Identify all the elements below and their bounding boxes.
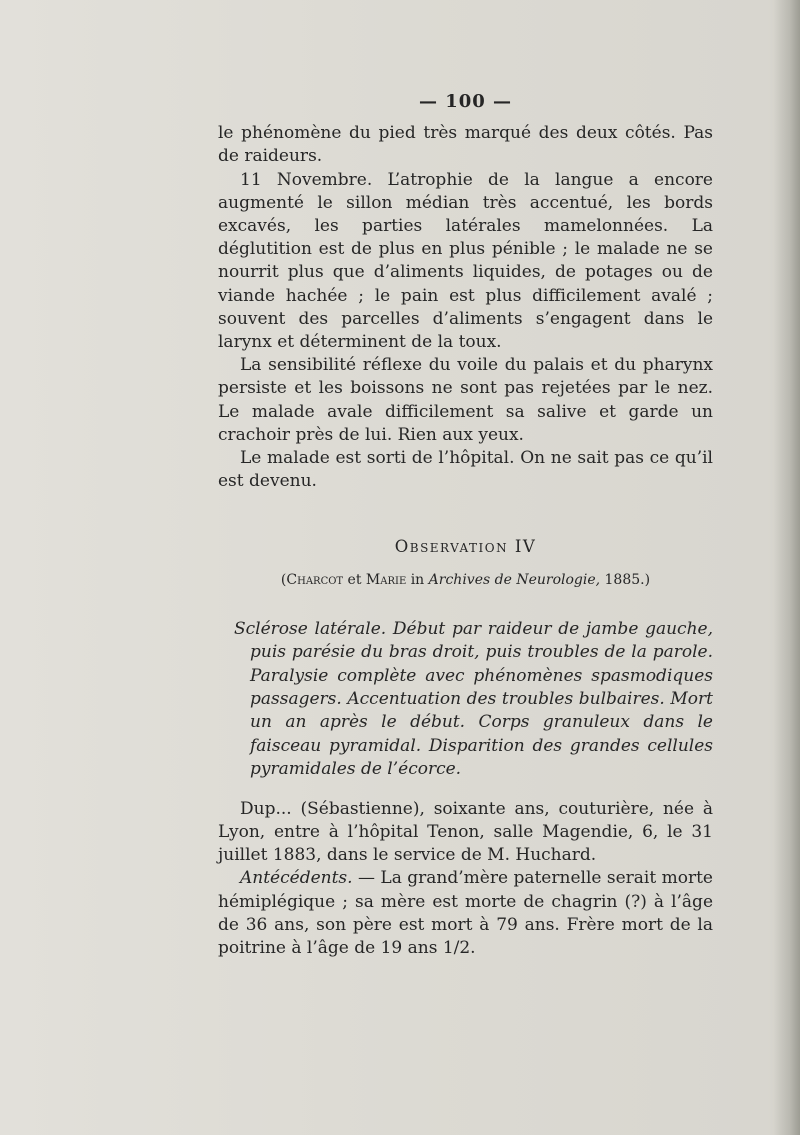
- source-year: 1885.): [600, 571, 651, 588]
- paragraph-patient-intro: Dup... (Sébastienne), soixante ans, couturière, née à Lyon, entre à l’hôpital Tenon, salle Magendie, 6, le 31 juillet 1883, dans le service de M. Huchard.: [218, 798, 713, 866]
- source-journal: Archives de Neurologie,: [428, 571, 601, 588]
- page-number: — 100 —: [418, 91, 513, 112]
- source-author-1: Charcot: [286, 571, 344, 588]
- paragraph-continuation: le phénomène du pied très marqué des deux côtés. Pas de raideurs.: [218, 123, 713, 167]
- paragraph-sensibilite: La sensibilité réflexe du voile du palais et du pharynx persiste et les boissons ne sont pas rejetées par le nez. Le malade avale difficilement sa salive et garde un crachoir près de lui. Rien aux yeux.: [218, 355, 713, 445]
- source-open: (: [280, 571, 287, 588]
- source-connector: et: [343, 571, 366, 588]
- antecedents-label: Antécédents.: [240, 868, 353, 889]
- paragraph-antecedents: [218, 867, 713, 960]
- paragraph-sorti: Le malade est sorti de l’hôpital. On ne sait pas ce qu’il est devenu.: [218, 448, 713, 492]
- antecedents-text: — La grand’mère paternelle serait morte hémiplégique ; sa mère est morte de chagrin (?) à l’âge de 36 ans, son père est mort à 79 ans. Frère mort de la poitrine à l’âge de 19 ans 1/2.: [218, 868, 713, 958]
- observation-title: Observation IV: [394, 537, 537, 557]
- source-in: in: [406, 571, 429, 588]
- page-content: [218, 90, 713, 960]
- observation-summary: Sclérose latérale. Début par raideur de jambe gauche, puis parésie du bras droit, puis troubles de la parole. Paralysie complète avec phénomènes spasmodiques passagers. Accentuation des troubles bulbaires. Mort un an après le début. Corps granuleux dans le faisceau pyramidal. Disparition des grandes cellules pyramidales de l’écorce.: [234, 618, 713, 780]
- page-edge-shadow: [774, 0, 800, 1135]
- paragraph-11-novembre: 11 Novembre. L’atrophie de la langue a encore augmenté le sillon médian très accentué, les bords excavés, les parties latérales mamelonnées. La déglutition est de plus en plus pénible ; le malade ne se nourrit plus que d’aliments liquides, de potages ou de viande hachée ; le pain est plus difficilement avalé ; souvent des parcelles d’aliments s’engagent dans le larynx et déterminent de la toux.: [218, 169, 713, 353]
- observation-source: [218, 569, 713, 592]
- source-author-2: Marie: [365, 571, 407, 588]
